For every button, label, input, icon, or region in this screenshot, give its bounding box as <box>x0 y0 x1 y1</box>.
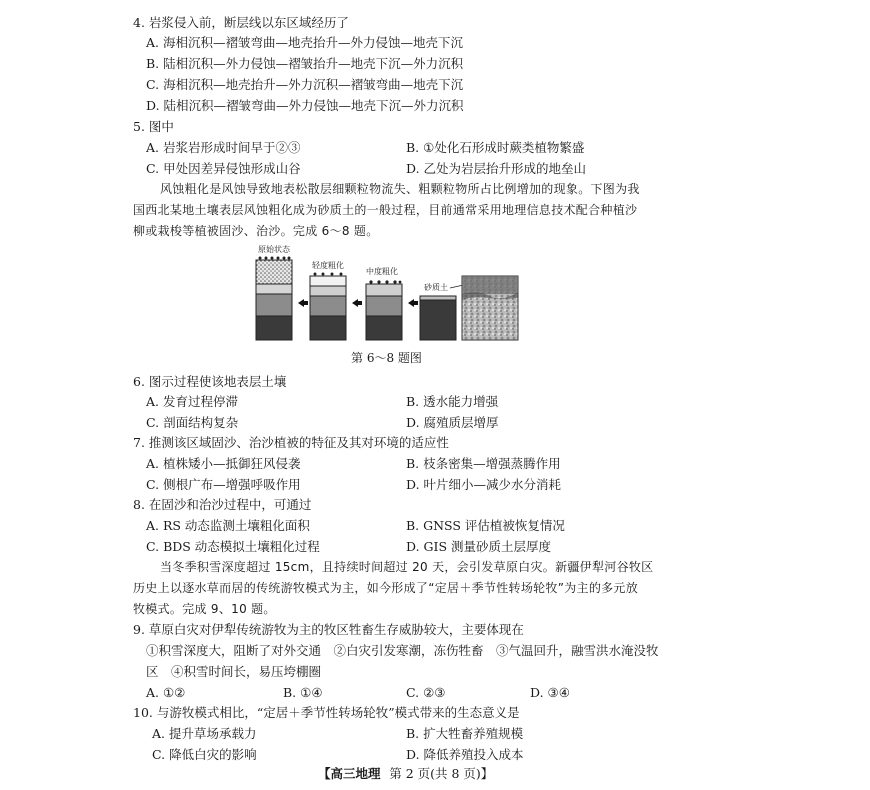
soil-coarsening-figure <box>248 240 520 350</box>
q6-stem: 6. 图示过程使该地表层土壤 <box>133 374 287 389</box>
arrow-right-icon <box>298 299 308 307</box>
q5-option-a: A. 岩浆岩形成时间早于②③ <box>146 140 301 155</box>
stage-2-label: 轻度粗化 <box>312 261 344 270</box>
q9-stem: 9. 草原白灾对伊犁传统游牧为主的牧区牲畜生存威胁较大，主要体现在 <box>133 622 524 637</box>
q8-option-c: C. BDS 动态模拟土壤粗化过程 <box>146 539 320 554</box>
q9-items-line1: ①积雪深度大，阻断了对外交通 ②白灾引发寒潮，冻伤牲畜 ③气温回升，融雪洪水淹没牧 <box>146 643 659 658</box>
q5-stem: 5. 图中 <box>133 119 174 134</box>
arrow-right-icon <box>352 299 362 307</box>
figure-caption: 第 6～8 题图 <box>351 351 422 365</box>
q9-option-d: D. ③④ <box>530 685 570 700</box>
q10-stem: 10. 与游牧模式相比，“定居＋季节性转场轮牧”模式带来的生态意义是 <box>133 705 520 720</box>
q7-option-b: B. 枝条密集—增强蒸腾作用 <box>406 456 561 471</box>
q9-option-b: B. ①④ <box>283 685 323 700</box>
stage-1-label: 原始状态 <box>258 245 290 254</box>
footer-subject: 【高三地理 <box>318 766 381 781</box>
passage2-line3: 牧模式。完成 9、10 题。 <box>133 602 276 616</box>
q10-option-b: B. 扩大牲畜养殖规模 <box>406 726 524 741</box>
arrow-right-icon <box>408 299 418 307</box>
q4-stem: 4. 岩浆侵入前，断层线以东区域经历了 <box>133 15 349 30</box>
q10-option-c: C. 降低白灾的影响 <box>152 747 257 762</box>
q5-option-c: C. 甲处因差异侵蚀形成山谷 <box>146 161 301 176</box>
q10-option-a: A. 提升草场承载力 <box>152 726 257 741</box>
q7-option-a: A. 植株矮小—抵御狂风侵袭 <box>146 456 301 471</box>
stage-3-block <box>366 280 402 340</box>
stage-4-label: 砂质土 <box>424 283 448 292</box>
passage2-line2: 历史上以逐水草而居的传统游牧模式为主，如今形成了“定居＋季节性转场轮牧”为主的多元放 <box>133 581 639 595</box>
q4-option-a: A. 海相沉积—褶皱弯曲—地壳抬升—外力侵蚀—地壳下沉 <box>146 35 463 50</box>
stage-3-label: 中度粗化 <box>366 267 398 276</box>
q4-option-b: B. 陆相沉积—外力侵蚀—褶皱抬升—地壳下沉—外力沉积 <box>146 56 464 71</box>
q7-option-c: C. 侧根广布—增强呼吸作用 <box>146 477 301 492</box>
q7-stem: 7. 推测该区域固沙、治沙植被的特征及其对环境的适应性 <box>133 435 449 450</box>
q8-option-b: B. GNSS 评估植被恢复情况 <box>406 518 565 533</box>
soil-photo <box>462 276 518 340</box>
stage-2-block <box>310 273 346 341</box>
q6-option-a: A. 发育过程停滞 <box>146 394 238 409</box>
q10-option-d: D. 降低养殖投入成本 <box>406 747 524 762</box>
passage1-line1: 风蚀粗化是风蚀导致地表松散层细颗粒物流失、粗颗粒物所占比例增加的现象。下图为我 <box>160 182 640 196</box>
q8-stem: 8. 在固沙和治沙过程中，可通过 <box>133 497 312 512</box>
q9-items-line2: 区 ④积雪时间长，易压垮棚圈 <box>146 664 322 679</box>
q6-option-d: D. 腐殖质层增厚 <box>406 415 499 430</box>
q8-option-a: A. RS 动态监测土壤粗化面积 <box>146 518 310 533</box>
q9-option-a: A. ①② <box>146 685 186 700</box>
q5-option-d: D. 乙处为岩层抬升形成的地垒山 <box>406 161 587 176</box>
footer-page: 第 2 页(共 8 页)】 <box>389 766 494 781</box>
q8-option-d: D. GIS 测量砂质土层厚度 <box>406 539 551 554</box>
passage1-line3: 柳或栽梭等植被固沙、治沙。完成 6～8 题。 <box>133 224 379 238</box>
passage1-line2: 国西北某地土壤表层风蚀粗化成为砂质土的一般过程，目前通常采用地理信息技术配合种植沙 <box>133 203 638 217</box>
page-footer <box>318 764 493 782</box>
q7-option-d: D. 叶片细小—减少水分消耗 <box>406 477 562 492</box>
q4-option-c: C. 海相沉积—地壳抬升—外力沉积—褶皱弯曲—地壳下沉 <box>146 77 464 92</box>
q6-option-b: B. 透水能力增强 <box>406 394 499 409</box>
q6-option-c: C. 剖面结构复杂 <box>146 415 239 430</box>
q5-option-b: B. ①处化石形成时蕨类植物繁盛 <box>406 140 585 155</box>
q9-option-c: C. ②③ <box>406 685 446 700</box>
stage-4-block <box>420 296 456 340</box>
passage2-line1: 当冬季积雪深度超过 15cm，且持续时间超过 20 天，会引发草原白灾。新疆伊犁河谷牧区 <box>160 560 654 574</box>
stage-1-block <box>256 257 292 341</box>
q4-option-d: D. 陆相沉积—褶皱弯曲—外力侵蚀—地壳下沉—外力沉积 <box>146 98 464 113</box>
